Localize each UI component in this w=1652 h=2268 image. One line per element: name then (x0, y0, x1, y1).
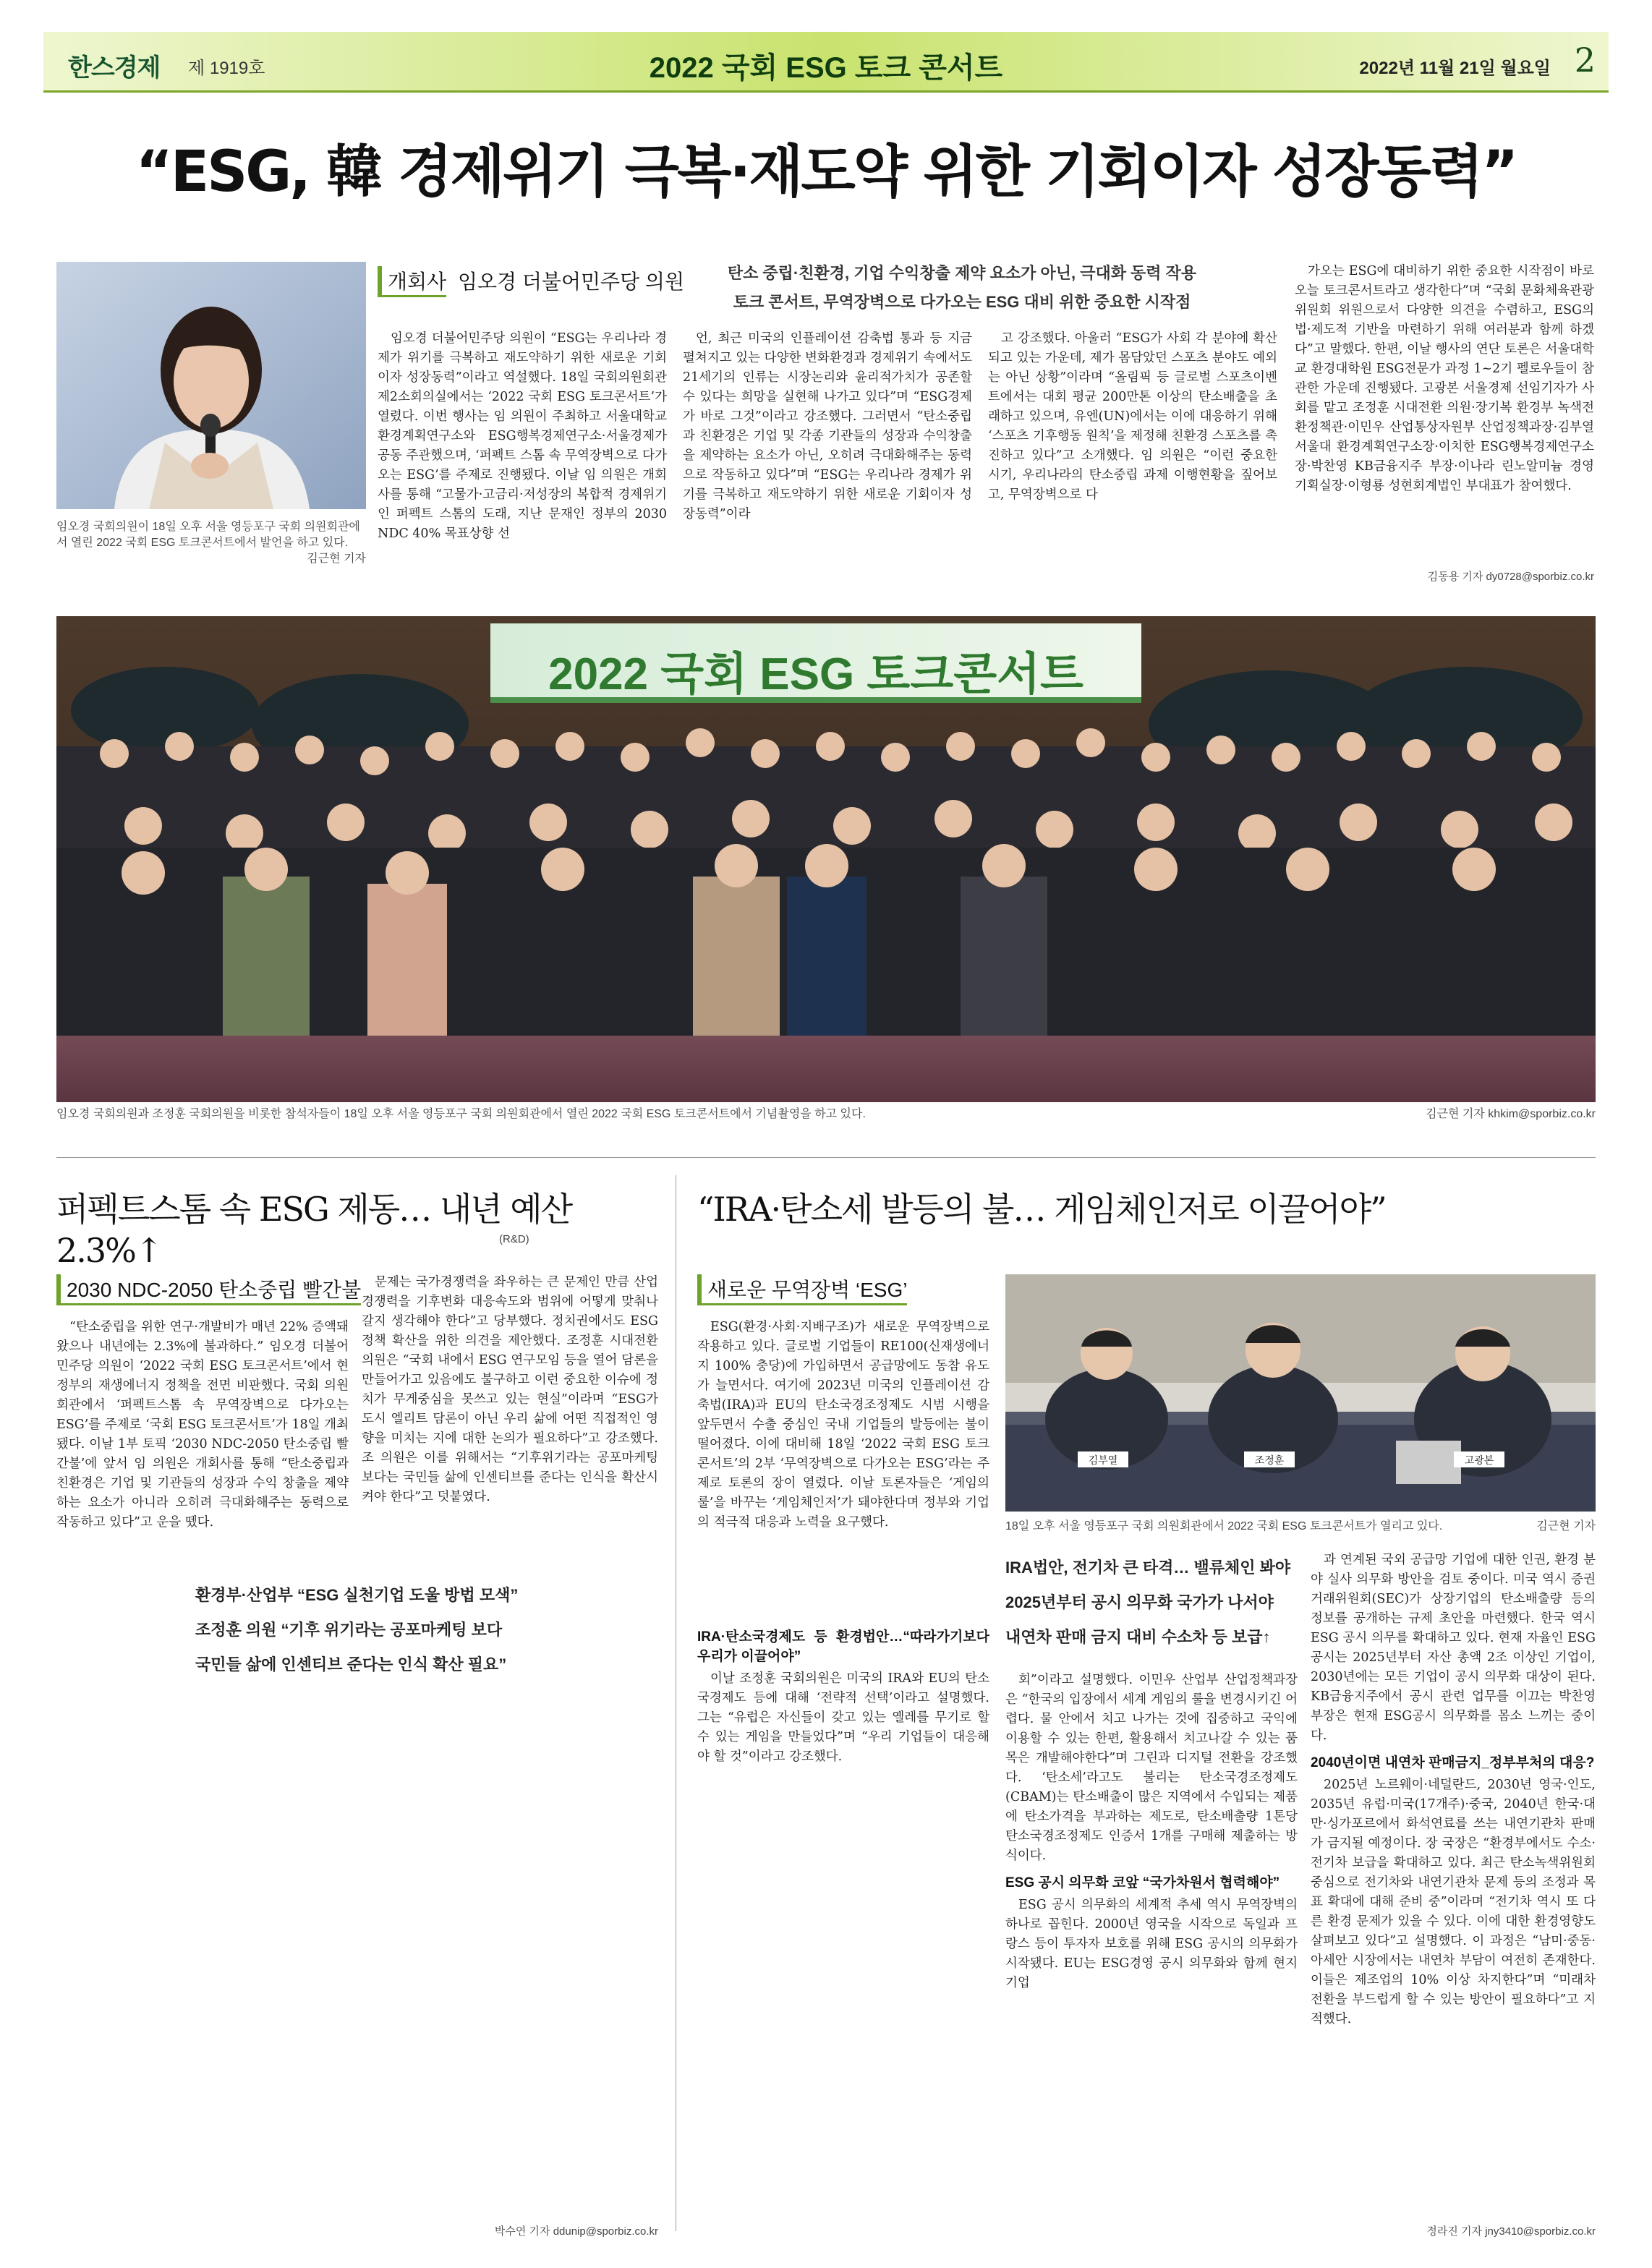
right-col1b-text: 이날 조정훈 국회의원은 미국의 IRA와 EU의 탄소국경제도 등에 대해 ‘전략적 선택’이라고 설명했다. 그는 “유럽은 자신들이 갖고 있는 옐레를 무기로 할 수 있는 게임을 만들었다”며 “우리 기업들이 대응해야 할 것”이라고 강조했다. (697, 1671, 989, 1764)
panel-photo-caption (1005, 1519, 1596, 1535)
right-article-col3 (1311, 1551, 1596, 2216)
left-article-col1 (56, 1318, 349, 2214)
right-col1-text: ESG(환경·사회·지배구조)가 새로운 무역장벽으로 작용하고 있다. 글로벌 기업들이 RE100(신재생에너지 100% 충당)에 가입하면서 공급망에도 동참 유도가 늘면서다. 여기에 2023년 미국의 인플레이션 감축법(IRA)과 EU의 탄소국경조정제도 시범 시행을 앞두면서 수출 중심인 국내 기업들의 발등에는 불이 떨어졌다. 이에 대비해 18일 ‘2022 국회 ESG 토크콘서트’의 2부 ‘무역장벽으로 다가오는 ESG’라는 주제로 토론의 장이 열렸다. 이날 토론자들은 ‘게임의 룰’을 바꾸는 ‘게임체인저’가 돼야한다며 정부와 기업의 적극적 대응과 노력을 요구했다. (697, 1320, 989, 1530)
left-title-note: (R&D) (499, 1233, 529, 1245)
panel-credit: 김근현 기자 (1536, 1520, 1596, 1532)
issue-number: 제 1919호 (188, 59, 265, 78)
group-caption-text: 임오경 국회의원과 조정훈 국회의원을 비롯한 참석자들이 18일 오후 서울 영등포구 국회 의원회관에서 열린 2022 국회 ESG 토크콘서트에서 기념촬영을 하고 있다. (56, 1108, 866, 1120)
event-banner-text: 2022 국회 ESG 토크콘서트 (548, 649, 1083, 699)
top-subhead (680, 259, 1244, 317)
top-col4-text: 가오는 ESG에 대비하기 위한 중요한 시작점이 바로 오늘 토크콘서트라고 생각한다”며 “국회 문화체육관광위원회 위원으로서 다양한 의견을 수렴하고, ESG의 법·제도적 기반을 마련하기 위해 여러분과 함께 하겠다”고 말했다. 한편, 이날 행사의 연단 토론은 서울대학교 환경대학원 ESG전문가 과정 1~2기 펠로우들이 참관한 가운데 진행됐다. 고광본 서울경제 선임기자가 사회를 맡고 조정훈 시대전환 의원·장기복 환경부 녹색전환정책관·이민우 산업통상자원부 산업정책과장·김부열 서울대 환경계획연구소장·이치한 ESG행복경제연구소장·박찬영 KB금융지주 부장·이나라 린노알미늄 경영기획실장·이형룡 성현회계법인 부대표가 참여했다. (1295, 264, 1594, 493)
top-article-col4 (1295, 262, 1594, 566)
right-article-col1-bottom (697, 1620, 989, 2235)
panel-caption-text: 18일 오후 서울 영등포구 국회 의원회관에서 2022 국회 ESG 토크콘서트가 열리고 있다. (1005, 1520, 1443, 1532)
left-pull-1: 환경부·산업부 “ESG 실천기업 도울 방법 모색” (195, 1586, 519, 1604)
left-pull-quote (188, 1571, 564, 1689)
right-tag-label: 새로운 무역장벽 ‘ESG’ (697, 1274, 907, 1305)
nameplate-3: 고광본 (1464, 1454, 1494, 1466)
left-col2-text: 문제는 국가경쟁력을 좌우하는 큰 문제인 만큼 산업경쟁력을 기후변화 대응속도와 범위에 어떻게 맞춰나갈지 생각해야 한다”고 당부했다. 정치권에서도 ESG 정책 확산을 위한 의견을 제안했다. 조정훈 시대전환 의원은 “국회 내에서 ESG 연구모임 등을 열어 담론을 만들어가고 있음에도 불구하고 이런 중요한 이슈에 정치가 무게중심을 못쓰고 있는 현실”이라며 “ESG가 도시 엘리트 담론이 아닌 우리 삶에 어떤 직접적인 영향을 미치는 지에 대한 논의가 필요하다”고 강조했다. 조 의원은 이를 위해서는 “기후위기라는 공포마케팅 보다는 국민들 삶에 인센티브를 준다는 인식을 확산시켜야 한다”고 덧붙였다. (362, 1275, 658, 1504)
top-subhead-1: 탄소 중립·친환경, 기업 수익창출 제약 요소가 아닌, 극대화 동력 작용 (727, 264, 1197, 282)
right-col3b-text: 2025년 노르웨이·네덜란드, 2030년 영국·인도, 2035년 유럽·미국(17개주)·중국, 2040년 한국·대만·싱가포르에서 화석연료를 쓰는 내연기관차 판매가 금지될 예정이다. 장 국장은 “환경부에서도 수소·전기차 보급을 확대하고 있다. 최근 탄소녹색위원회 중심으로 전기차와 내연기관차 문제 등의 조정과 목표 확대에 대해 준비 중”이라며 “전기차 역시 또 다른 환경 문제가 있을 수 있다. 이에 대한 환경영향도 살펴보고 있다”고 설명했다. 이 과정은 “남미·중동·아세안 시장에서는 내연차 부담이 여전히 존재한다. 이들은 제조업의 10% 이상 차지한다”며 “미래차 전환을 부드럽게 할 수 있는 방안이 필요하다”고 지적했다. (1311, 1778, 1596, 2026)
main-headline: “ESG, 韓 경제위기 극복·재도약 위한 기회이자 성장동력” (135, 140, 1517, 205)
left-pull-3: 국민들 삶에 인센티브 준다는 인식 확산 필요” (195, 1655, 507, 1674)
group-credit: 김근현 기자 khkim@sporbiz.co.kr (1426, 1108, 1596, 1120)
top-article-col1 (378, 329, 667, 582)
right-minihead-1: IRA·탄소국경제도 등 환경법안…“따라가기보다 우리가 이끌어야” (697, 1629, 989, 1664)
right-col3-text: 과 연계된 국외 공급망 기업에 대한 인권, 환경 분야 실사 의무화 방안을 검토 중이다. 미국 역시 증권거래위원회(SEC)가 상장기업의 탄소배출량 등의 정보를 공개하는 규제 초안을 마련했다. 한국 역시 ESG 공시 의무를 확대하고 있다. 현재 자율인 ESG 공시는 2025년부터 자산 총액 2조 이상인 기업이, 2030년에는 모든 기업이 공시 의무화 대상이 된다. KB금융지주에서 공시 관련 업무를 이끄는 박찬영 부장은 현재 ESG공시 의무화를 몸소 느끼는 중이다. (1311, 1553, 1596, 1743)
right-article-col1-top (697, 1318, 989, 1614)
tag-label: 개회사 (378, 266, 446, 297)
left-byline: 박수연 기자 ddunip@sporbiz.co.kr (494, 2225, 658, 2238)
portrait-credit: 김근현 기자 (307, 553, 366, 565)
left-article-tag (56, 1274, 361, 1305)
masthead-bar (43, 32, 1609, 93)
right-pull-1: IRA법안, 전기차 큰 타격… 밸류체인 봐야 (1005, 1559, 1291, 1577)
top-col1-text: 임오경 더불어민주당 의원이 “ESG는 우리나라 경제가 위기를 극복하고 재도약하기 위한 새로운 기회이자 성장동력”이라고 역설했다. 18일 국회의원회관 제2소회의실에서는 ‘2022 국회 ESG 토크콘서트’가 열렸다. 이번 행사는 임 의원이 주최하고 서울대학교 환경계획연구소와 ESG행복경제연구소·서울경제가 공동 주관했으며, ‘퍼펙트 스톰 속 무역장벽으로 다가오는 ESG’를 주제로 진행됐다. 이날 임 의원은 개회사를 통해 “고물가·고금리·저성장의 복합적 경제위기인 퍼펙트 스톰의 도래, 지난 문재인 정부의 2030 NDC 40% 목표상향 선 (378, 331, 667, 541)
top-article-col2 (683, 329, 972, 582)
top-col3-text: 고 강조했다. 아울러 “ESG가 사회 각 분야에 확산되고 있는 가운데, 제가 몸담았던 스포츠 분야도 예외는 아닌 상황”이라며 “올림픽 등 글로벌 스포츠이벤트에서는 대회 평균 200만톤 이상의 탄소배출을 초래하고 있으며, 유엔(UN)에서는 이에 대응하기 위해 ‘스포츠 기후행동 원칙’을 제정해 친환경 스포츠를 촉진하고 있다”고 소개했다. 임 의원은 “이런 중요한 시기, 우리나라의 탄소중립 과제 이행현황을 짚어보고, 무역장벽으로 다 (988, 331, 1277, 502)
left-col1-text: “탄소중립을 위한 연구·개발비가 매년 22% 증액돼 왔으나 내년에는 2.3%에 불과하다.” 임오경 더불어민주당 의원이 ‘2022 국회 ESG 토크콘서트’에서 현 정부의 재생에너지 정책을 전면 비판했다. 국회 의원회관에서 ‘퍼펙트스톰 속 무역장벽으로 다가오는 ESG’를 주제로 ‘국회 ESG 토크콘서트’가 18일 개최됐다. 이날 1부 토픽 ‘2030 NDC-2050 탄소중립 빨간불’에 앞서 임 의원은 개회사를 통해 “탄소중립과 친환경은 기업 및 기관들의 성장과 수익 창출을 제약하는 요소가 아니라 오히려 극대화해주는 동력으로 작동하고 있다”고 운을 뗐다. (56, 1320, 349, 1530)
top-byline: 김동용 기자 dy0728@sporbiz.co.kr (1427, 571, 1594, 583)
right-minihead-3: 2040년이면 내연차 판매금지_정부부처의 대응? (1311, 1755, 1595, 1770)
portrait-caption-text: 임오경 국회의원이 18일 오후 서울 영등포구 국회 의원회관에서 열린 2022 국회 ESG 토크콘서트에서 발언을 하고 있다. (56, 521, 360, 549)
group-photo (56, 616, 1596, 1102)
right-col2b-text: ESG 공시 의무화의 세계적 추세 역시 무역장벽의 하나로 꼽힌다. 2000년 영국을 시작으로 독일과 프랑스 등이 투자자 보호를 위해 ESG 공시의 의무화가 시작됐다. EU는 ESG경영 공시 의무화와 함께 현지 기업 (1005, 1898, 1298, 1990)
right-pull-quote (1005, 1551, 1309, 1655)
left-article-title: 퍼펙트스톰 속 ESG 제동… 내년 예산 2.3%↑ (56, 1190, 572, 1270)
left-tag-label: 2030 NDC-2050 탄소중립 빨간불 (56, 1274, 361, 1305)
opening-speech-tag (378, 266, 684, 297)
nameplate-1: 김부열 (1088, 1454, 1118, 1466)
tag-person: 임오경 더불어민주당 의원 (457, 270, 685, 293)
top-article-col3 (988, 329, 1277, 582)
page-number: 2 (1574, 40, 1596, 80)
left-pull-2: 조정훈 의원 “기후 위기라는 공포마케팅 보다 (195, 1621, 503, 1639)
top-col2-text: 언, 최근 미국의 인플레이션 감축법 통과 등 지금 펼쳐지고 있는 다양한 변화환경과 경제위기 속에서도 21세기의 인류는 시장논리와 윤리적가치가 공존할 수 있다는 희망을 실현해 나가고 있다”며 “ESG경제가 바로 그것”이라고 강조했다. 그러면서 “탄소중립과 친환경은 기업 및 각종 기관들의 성장과 수익창출을 제약하는 요소가 아닌, 오히려 극대화해주는 동력으로 작동하고 있다”며 “ESG는 우리나라 경제가 위기를 극복하고 재도약하기 위한 새로운 기회이자 성장동력”이라 (683, 331, 972, 521)
top-subhead-2: 토크 콘서트, 무역장벽으로 다가오는 ESG 대비 위한 중요한 시작점 (733, 293, 1191, 311)
nameplate-2: 조정훈 (1254, 1454, 1285, 1466)
publication-date: 2022년 11월 21일 월요일 (1359, 59, 1551, 78)
right-byline: 정라진 기자 jny3410@sporbiz.co.kr (1426, 2225, 1596, 2238)
right-pull-2: 2025년부터 공시 의무화 국가가 나서야 (1005, 1593, 1274, 1611)
right-col2-text: 회”이라고 설명했다. 이민우 산업부 산업정책과장은 “한국의 입장에서 세계 게임의 룰을 변경시키긴 어렵다. 물 안에서 치고 나가는 것에 집중하고 국익에 이용할 수 있는 한편, 활용해서 치고나갈 수 있는 품목은 개발해야한다”며 그린과 디지털 전환을 강조했다. ‘탄소세’라고도 불리는 탄소국경조정제도(CBAM)는 탄소배출이 많은 지역에서 수입되는 제품에 탄소가격을 부과하는 제도로, 탄소배출량 1톤당 탄소국경조정제도 인증서 1개를 구매해 제출하는 방식이다. (1005, 1673, 1298, 1863)
section-divider-horizontal (56, 1157, 1596, 1158)
right-pull-3: 내연차 판매 금지 대비 수소차 등 보급↑ (1005, 1628, 1271, 1646)
left-article-col2 (362, 1273, 658, 2141)
panel-photo (1005, 1274, 1596, 1512)
section-title: 2022 국회 ESG 토크 콘서트 (649, 52, 1003, 84)
portrait-caption (56, 519, 366, 567)
right-article-tag (697, 1274, 907, 1305)
right-article-title: “IRA·탄소세 발등의 불… 게임체인저로 이끌어야” (697, 1190, 1386, 1229)
newspaper-logo: 한스경제 (68, 54, 161, 82)
right-minihead-2: ESG 공시 의무화 코앞 “국가차원서 협력해야” (1005, 1875, 1280, 1890)
portrait-photo (56, 262, 366, 509)
right-article-col2 (1005, 1671, 1298, 2235)
group-photo-caption (56, 1107, 1596, 1122)
